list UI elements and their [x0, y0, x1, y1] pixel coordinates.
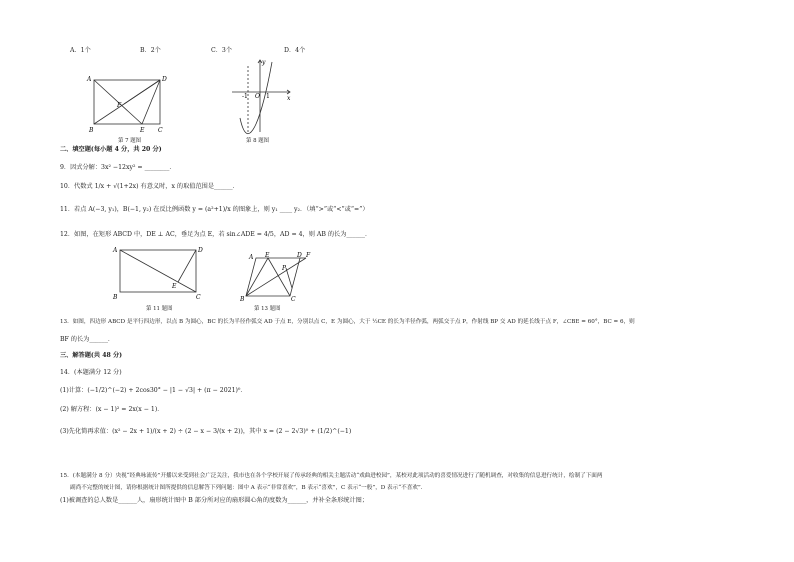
question-10: 10．代数式 1/x + √(1+2x) 有意义时，x 的取值范围是______．	[60, 183, 239, 190]
fig8-caption: 第 8 题图	[246, 138, 270, 144]
fig13-label-a: A	[249, 254, 254, 261]
question-14-part-3: (3)先化简再求值：(x² − 2x + 1)/(x + 2) ÷ (2 − x − 3/(x + 2))，其中 x = (2 − 2√3)⁰ + (1/2)^(−1)	[60, 428, 352, 435]
fig8-label-one: 1	[266, 93, 270, 100]
fig7-label-a: A	[87, 76, 92, 83]
question-12: 12．如图，在矩形 ABCD 中，DE ⊥ AC，垂足为点 E，若 sin∠ADE = 4/5，AD = 4，则 AB 的长为______．	[60, 231, 372, 238]
option-d: D．4个	[284, 47, 306, 54]
fig13-caption: 第 13 题图	[254, 306, 281, 312]
fig8-label-neg1: -1	[242, 93, 248, 100]
option-c: C．3个	[211, 47, 233, 54]
fig13-label-b: B	[240, 296, 245, 302]
fig11-label-e: E	[172, 283, 177, 290]
fig7-caption: 第 7 题图	[118, 138, 142, 144]
fig7-label-d: D	[162, 76, 167, 83]
fig8-label-x: x	[287, 95, 291, 102]
question-11: 11．若点 A(−3, y₁)，B(−1, y₂) 在反比例函数 y = (a²+1)/x 的图象上，则 y₁ ____ y₂．（填“>”或“<”或“=”）	[60, 206, 369, 213]
fig13-label-e: E	[265, 252, 270, 259]
question-15-line-1: 15．(本题满分 8 分）央视“经典咏流传”开播以来受到社会广泛关注，我市也在各个学校开展了传承经典的相关主题活动“戏曲进校园”，某校对此项活动的喜爱情况进行了随机调查，对收集的信息进行统计，绘制了下面两	[60, 473, 603, 479]
figure-7	[84, 72, 174, 138]
figure-13	[240, 250, 314, 302]
fig13-label-c: C	[291, 296, 296, 302]
question-15-part-1: (1)被调查的总人数是______人，扇形统计图中 B 部分所对应的扇形圆心角的度数为______，并补全条形统计图；	[60, 497, 369, 504]
option-b: B．2个	[140, 47, 161, 54]
fig11-label-d: D	[198, 247, 203, 254]
fig8-label-y: y	[262, 59, 266, 66]
question-14-part-2: (2) 解方程：(x − 1)² = 2x(x − 1)．	[60, 406, 164, 413]
question-15-line-2: 副尚不完整的统计图，请你根据统计图所提供的信息解答下列问题：图中 A 表示“非常喜欢”，B 表示“喜欢”，C 表示“一般”，D 表示“不喜欢”．	[70, 485, 427, 491]
section-3-heading: 三、解答题(共 48 分)	[60, 352, 123, 359]
figure-8	[230, 56, 296, 136]
fig7-label-b: B	[89, 127, 94, 134]
option-a: A．1个	[70, 47, 91, 54]
fig8-label-o: O	[255, 93, 260, 100]
fig11-caption: 第 11 题图	[146, 306, 173, 312]
question-13-line-1: 13．如图，四边形 ABCD 是平行四边形，以点 B 为圆心，BC 的长为半径作弧交 AD 于点 E，分别以点 C，E 为圆心，大于 ½CE 的长为半径作弧，两弧交于点 P，作射线 BP 交 AD 的延长线于点 F，∠CBE = 60°，BC = 6，则	[60, 319, 635, 325]
figure-11	[110, 244, 206, 302]
question-14-heading: 14．(本题满分 12 分)	[60, 369, 122, 376]
fig11-label-b: B	[113, 294, 118, 301]
fig7-label-f: F	[117, 102, 122, 109]
question-14-part-1: (1)计算：(−1/2)^(−2) + 2cos30° − |1 − √3| + (π − 2021)⁰．	[60, 387, 247, 394]
fig13-label-d: D	[297, 252, 302, 259]
fig11-label-c: C	[196, 294, 201, 301]
question-9: 9．因式分解：3x² −12xy² = ________．	[60, 164, 176, 171]
fig11-label-a: A	[113, 247, 118, 254]
fig7-label-e: E	[140, 127, 145, 134]
section-2-heading: 二、填空题(每小题 4 分，共 20 分)	[60, 146, 162, 153]
fig13-label-f: F	[306, 252, 311, 259]
fig7-label-c: C	[158, 127, 163, 134]
question-13-line-2: BF 的长为______．	[60, 336, 115, 343]
fig13-label-p: P	[282, 265, 287, 272]
